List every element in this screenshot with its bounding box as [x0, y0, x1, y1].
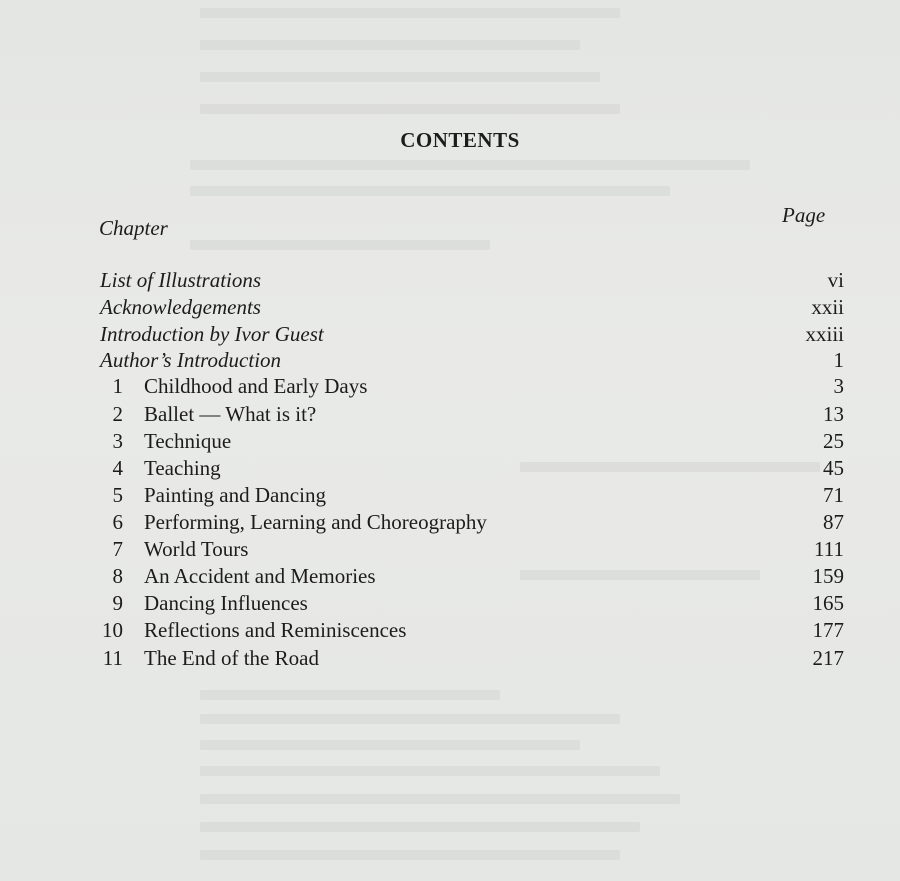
chapter-title: Dancing Influences	[144, 591, 308, 615]
chapter-number: 10	[102, 618, 123, 642]
chapter-number: 8	[112, 564, 123, 588]
chapter-page: 165	[812, 591, 844, 615]
toc-entry	[0, 347, 900, 374]
chapter-page: 45	[823, 456, 844, 480]
chapter-number: 7	[112, 537, 123, 561]
chapter-page: 71	[823, 483, 844, 507]
toc-entry-label: List of Illustrations	[100, 268, 262, 292]
chapter-title: Childhood and Early Days	[144, 374, 368, 398]
chapter-page: 3	[833, 374, 844, 398]
chapter-entry	[0, 455, 900, 482]
chapter-entry	[0, 509, 900, 536]
toc-entry-page: 1	[833, 348, 844, 372]
toc-entry-label: Introduction by Ivor Guest	[100, 322, 324, 346]
contents-title: CONTENTS	[400, 128, 520, 152]
toc-entry-page: xxii	[811, 295, 844, 319]
chapter-number: 5	[112, 483, 123, 507]
chapter-number: 9	[112, 591, 123, 615]
chapter-title: Reflections and Reminiscences	[144, 618, 407, 642]
chapter-title: World Tours	[144, 537, 249, 561]
toc-entry-label: Author’s Introduction	[100, 348, 282, 372]
chapter-entry	[0, 617, 900, 644]
chapter-entry	[0, 590, 900, 617]
chapter-number: 4	[112, 456, 123, 480]
chapter-title: An Accident and Memories	[144, 564, 376, 588]
chapter-entry	[0, 536, 900, 563]
chapter-number: 1	[112, 374, 123, 398]
chapter-page: 87	[823, 510, 844, 534]
chapter-page: 25	[823, 429, 844, 453]
chapter-page: 217	[812, 646, 844, 670]
chapter-number: 3	[112, 429, 123, 453]
chapter-entry	[0, 428, 900, 455]
chapter-title: Technique	[144, 429, 232, 453]
chapter-title: Ballet — What is it?	[144, 402, 317, 426]
chapter-number: 2	[112, 402, 123, 426]
chapter-entry	[0, 563, 900, 590]
chapter-title: The End of the Road	[144, 646, 319, 670]
chapter-entry	[0, 482, 900, 509]
toc-entry	[0, 267, 900, 294]
chapter-number: 6	[112, 510, 123, 534]
chapter-column-header: Chapter	[99, 216, 168, 240]
chapter-page: 159	[812, 564, 844, 588]
chapter-page: 13	[823, 402, 844, 426]
page-column-header: Page	[782, 203, 826, 227]
chapter-entry	[0, 645, 900, 672]
chapter-entry	[0, 401, 900, 428]
chapter-number: 11	[102, 646, 123, 670]
toc-entry-page: xxiii	[805, 322, 844, 346]
chapter-page: 177	[812, 618, 844, 642]
chapter-title: Teaching	[144, 456, 221, 480]
chapter-title: Performing, Learning and Choreography	[144, 510, 487, 534]
chapter-entry	[0, 373, 900, 400]
chapter-page: 111	[814, 537, 844, 561]
toc-entry	[0, 294, 900, 321]
toc-entry-page: vi	[827, 268, 844, 292]
chapter-title: Painting and Dancing	[144, 483, 326, 507]
toc-entry	[0, 321, 900, 348]
toc-entry-label: Acknowledgements	[100, 295, 261, 319]
